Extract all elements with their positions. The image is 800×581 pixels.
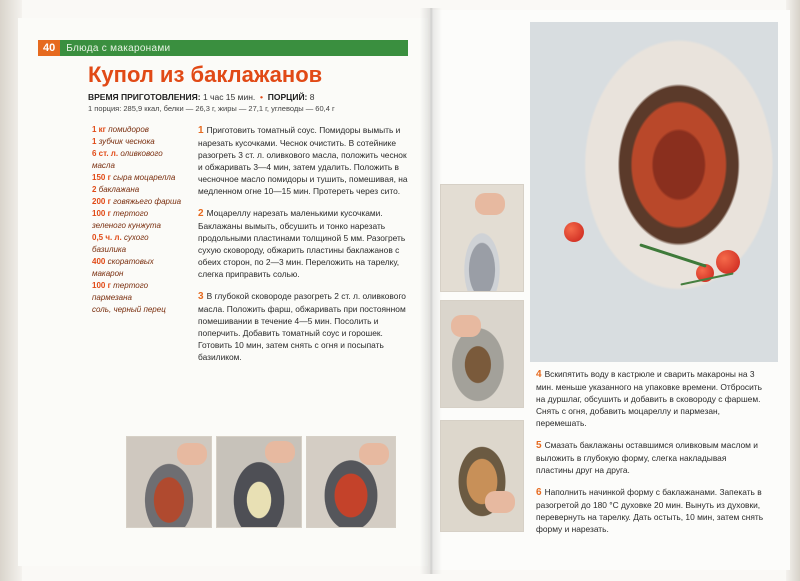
step-text: Моцареллу нарезать маленькими кусочками. Баклажаны вымыть, обсушить и тонко нарезать продольными пластинами толщиной 5 мм. Разогреть сухую сковороду, обжарить пластины баклажанов с обеих сторон, по 2—3 мин. Переложить на тарелку, слегка приправить солью. (198, 208, 406, 279)
ingredient-item (92, 136, 184, 148)
hand-shape (265, 441, 295, 463)
ingredient-text: зубчик чеснока (98, 137, 155, 146)
recipe-meta (88, 92, 315, 102)
portions-label: ПОРЦИЙ: (267, 92, 308, 102)
step-text: Смазать баклажаны оставшимся оливковым маслом и выложить в глубокую форму, слегка накладывая пластины друг на друга. (536, 440, 758, 475)
recipe-step (536, 439, 764, 476)
hand-shape (451, 315, 481, 337)
recipe-step (536, 368, 764, 429)
nutrition-info: 1 порция: 285,9 ккал, белки — 26,3 г, жиры — 27,1 г, углеводы — 60,4 г (88, 104, 335, 113)
herb-garnish (639, 243, 707, 267)
recipe-step (198, 290, 410, 363)
step-photo-sauce (126, 436, 212, 528)
ingredient-text: сыра моцарелла (113, 173, 176, 182)
step-number: 5 (536, 440, 542, 451)
ingredient-text: помидоров (108, 125, 149, 134)
ingredient-item (92, 304, 184, 316)
hand-shape (359, 443, 389, 465)
steps-left-column (198, 124, 410, 373)
step-text: Приготовить томатный соус. Помидоры вымыть и нарезать кусочками. Чеснок очистить. В сотейнике разогреть 3 ст. л. оливкового масла, положить чеснок и обжаривать 3—4 мин, затем удалить. Положить в чесночное масло помидоры и тушить, помешивая, на медленном огне 10—15 мин. Протереть через сито. (198, 125, 408, 196)
ingredient-text: оливкового масла (92, 149, 163, 170)
hand-shape (475, 193, 505, 215)
time-label: ВРЕМЯ ПРИГОТОВЛЕНИЯ: (88, 92, 201, 102)
hand-shape (177, 443, 207, 465)
step-number: 4 (536, 369, 542, 380)
ingredient-qty: 2 (92, 185, 97, 194)
step-number: 1 (198, 125, 204, 136)
ingredient-item (92, 148, 184, 172)
ingredient-qty: 100 г (92, 281, 111, 290)
ingredient-text: сухого базилика (92, 233, 149, 254)
separator-dot: • (257, 92, 266, 102)
ingredient-qty: 400 (92, 257, 106, 266)
ingredient-text: скоратовых макарон (92, 257, 154, 278)
section-title: Блюда с макаронами (66, 42, 171, 54)
ingredient-qty: 1 кг (92, 125, 107, 134)
ingredient-text: соль, черный перец (92, 305, 166, 314)
ingredients-list (92, 124, 184, 316)
ingredient-item (92, 196, 184, 208)
step-photo-mold (440, 300, 524, 408)
ingredient-item (92, 256, 184, 280)
ingredient-qty: 6 ст. л. (92, 149, 119, 158)
ingredient-qty: 150 г (92, 173, 111, 182)
ingredient-text: говяжьего фарша (113, 197, 182, 206)
recipe-step (198, 207, 410, 280)
ingredient-item (92, 208, 184, 232)
ingredient-item (92, 280, 184, 304)
ingredient-qty: 200 г (92, 197, 111, 206)
step-text: Вскипятить воду в кастрюле и сварить макароны на 3 мин. меньше указанного на упаковке времени. Отбросить на дуршлаг, обсушить и добавить в сковороду с фаршем. Снять с огня, добавить моцареллу и пармезан, перемешать. (536, 369, 762, 428)
step-text: Наполнить начинкой форму с баклажанами. Запекать в разогретой до 180 °С духовке 20 мин. Вынуть из духовки, перевернуть на тарелку. Дать остыть, 10 мин, затем снять форму и нарезать. (536, 487, 764, 534)
ingredient-item (92, 232, 184, 256)
page-number: 40 (38, 40, 60, 56)
step-text: В глубокой сковороде разогреть 2 ст. л. оливкового масла. Положить фарш, обжаривать при постоянном помешивании в течение 4—5 мин. Посолить и поперчить. Добавить томатный соус и горошек. Готовить 10 мин, затем снять с огня и посыпать базиликом. (198, 291, 406, 362)
section-header (38, 40, 408, 56)
step-photo-eggplant (216, 436, 302, 528)
ingredient-qty: 1 (92, 137, 97, 146)
step-number: 3 (198, 291, 204, 302)
step-photo-filling (440, 420, 524, 532)
hand-shape (485, 491, 515, 513)
recipe-step (198, 124, 410, 197)
ingredient-qty: 0,5 ч. л. (92, 233, 122, 242)
ingredient-text: тертого пармезана (92, 281, 149, 302)
step-number: 6 (536, 487, 542, 498)
step-number: 2 (198, 208, 204, 219)
time-value: 1 час 15 мин. (202, 92, 256, 102)
tomato-garnish (564, 222, 584, 242)
ingredient-item (92, 184, 184, 196)
steps-right-column (536, 368, 764, 545)
step-photo-mince (306, 436, 396, 528)
ingredient-text: баклажана (98, 185, 140, 194)
tomato-garnish (716, 250, 740, 274)
portions-value: 8 (309, 92, 315, 102)
ingredient-item (92, 172, 184, 184)
hero-dish-photo (530, 22, 778, 362)
step-photo-pasta (440, 184, 524, 292)
ingredient-item (92, 124, 184, 136)
ingredient-qty: 100 г (92, 209, 111, 218)
ingredient-text: тертого зеленого кунжута (92, 209, 161, 230)
book-gutter (420, 8, 442, 574)
recipe-title: Купол из баклажанов (88, 62, 323, 87)
recipe-step (536, 486, 764, 535)
